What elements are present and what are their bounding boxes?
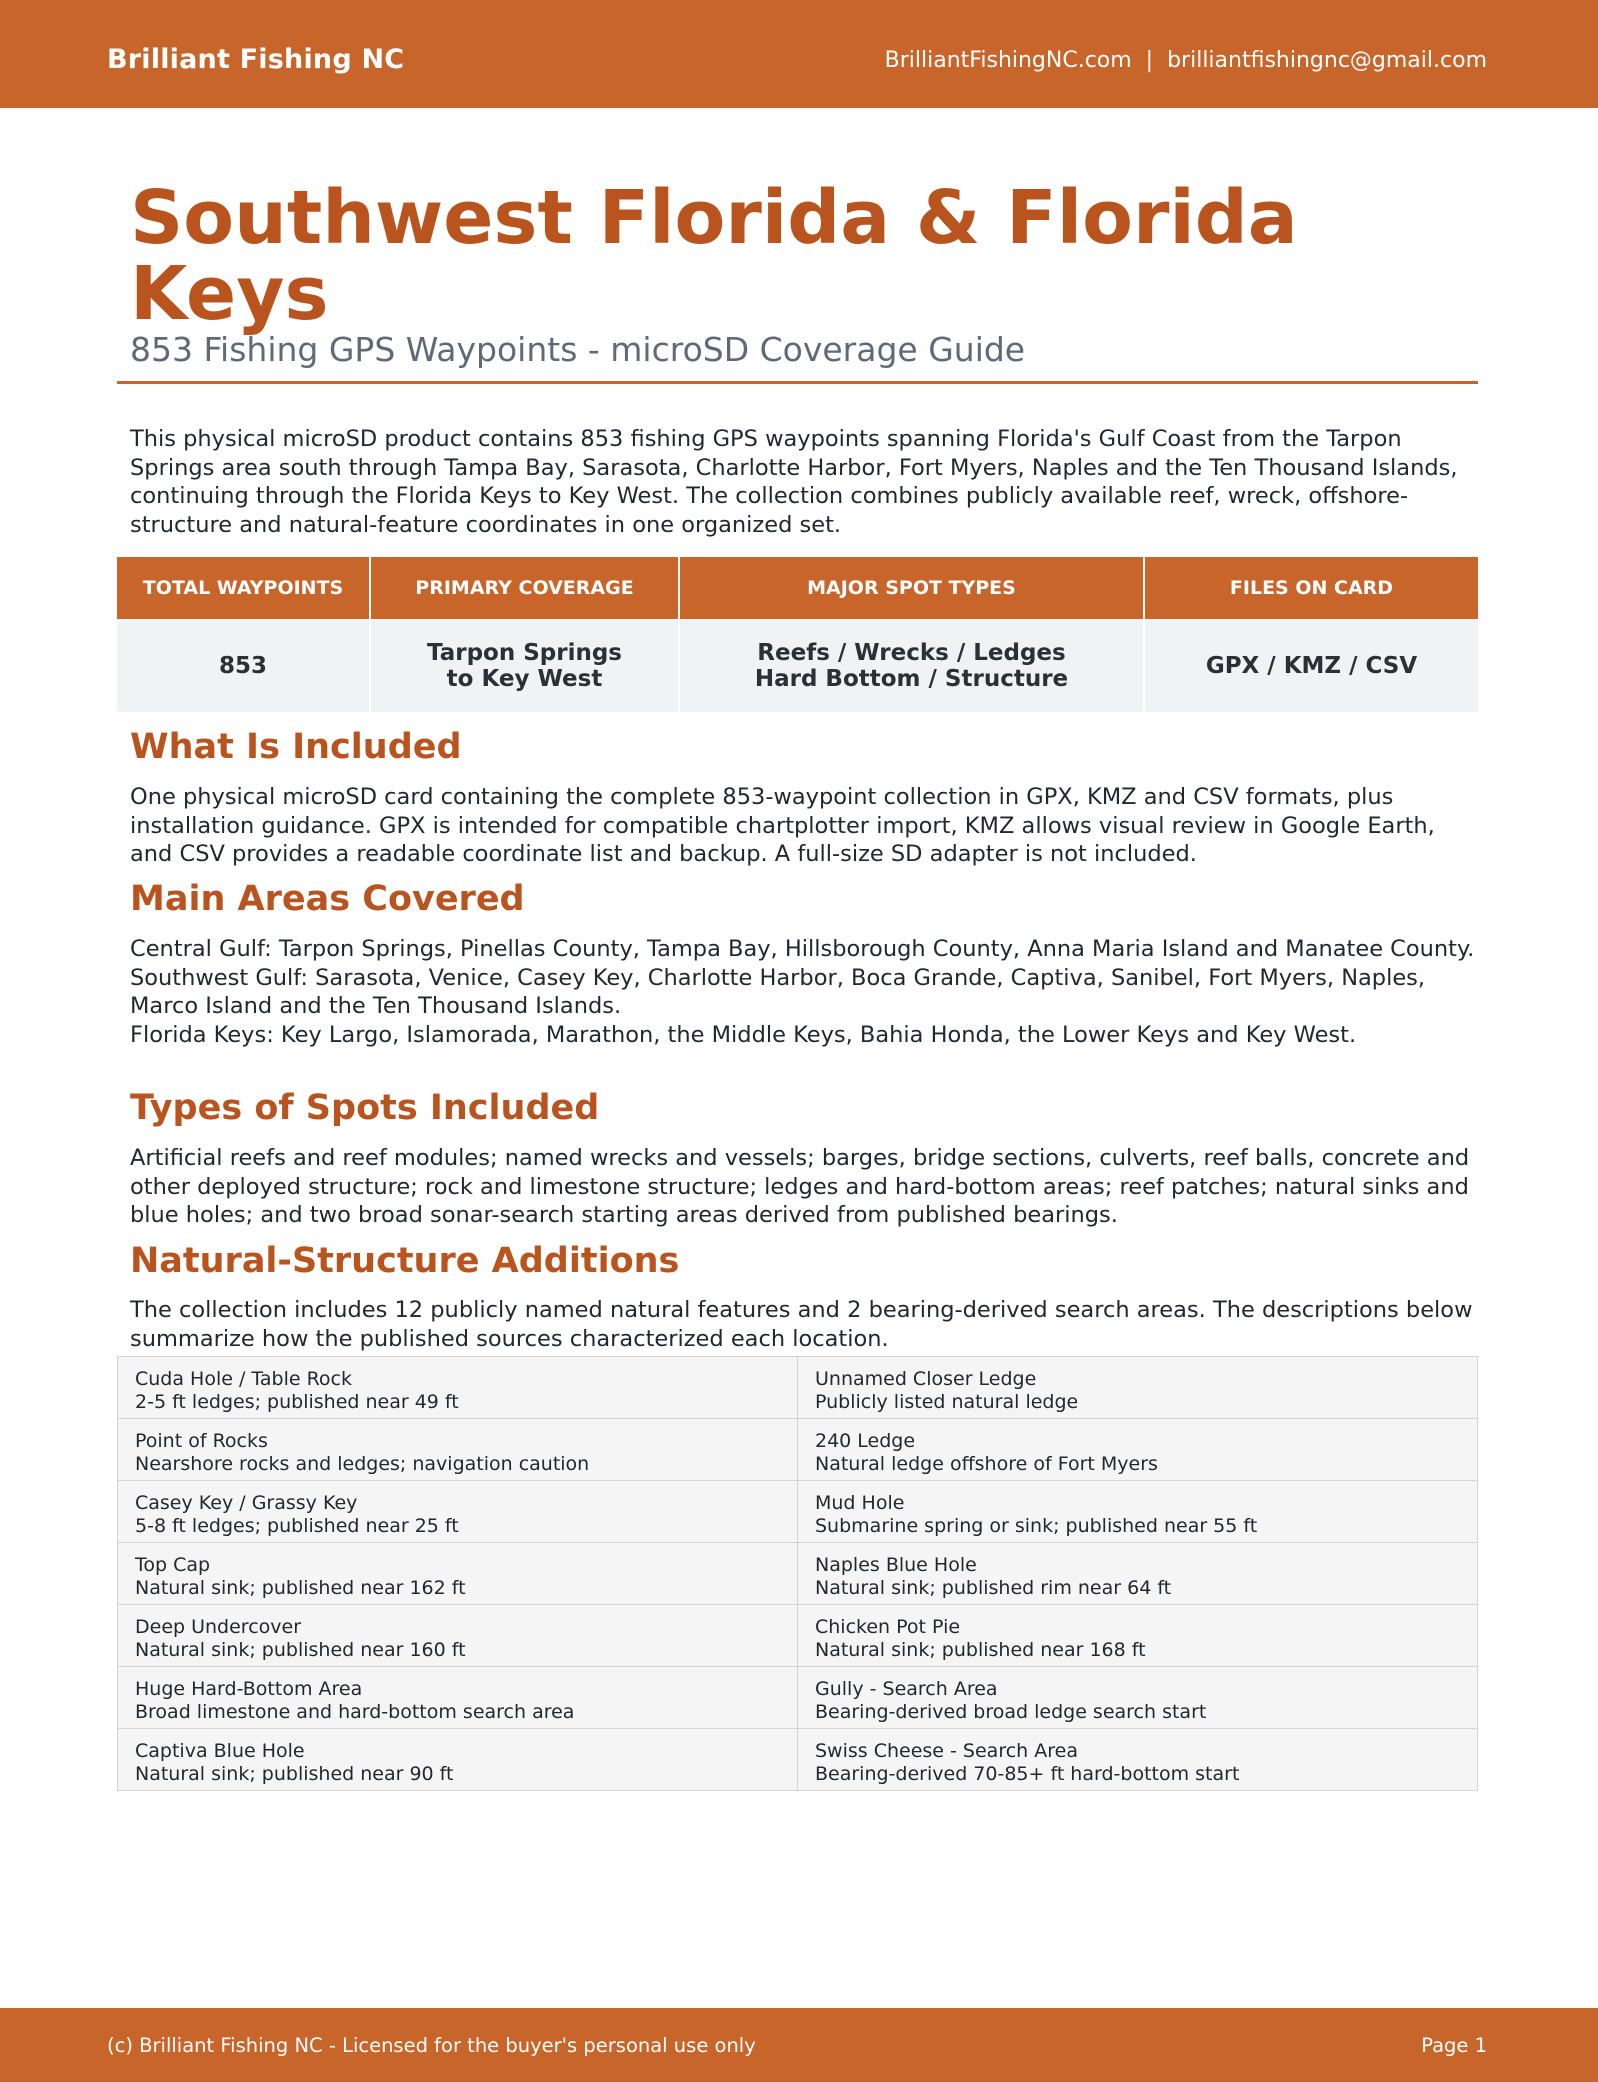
- table-row: [118, 1357, 1478, 1419]
- feature-cell: [798, 1729, 1478, 1791]
- feature-description: 5-8 ft ledges; published near 25 ft: [135, 1515, 459, 1537]
- section-heading-natural: Natural-Structure Additions: [130, 1241, 680, 1281]
- table-row: [118, 1667, 1478, 1729]
- table-row: [118, 1605, 1478, 1667]
- summary-value-waypoints: [117, 619, 370, 712]
- feature-cell: [118, 1419, 798, 1481]
- types-paragraph: Artificial reefs and reef modules; named wrecks and vessels; barges, bridge sections, culverts, reef balls, concrete and other deployed structure; rock and limestone structure; ledges and hard-bottom areas; reef patches; natural sinks and blue holes; and two broad sonar-search starting areas derived from published bearings.: [130, 1145, 1470, 1228]
- brand-name: Brilliant Fishing NC: [107, 44, 405, 75]
- summary-value-line: Reefs / Wrecks / Ledges: [757, 639, 1066, 666]
- table-row: [118, 1419, 1478, 1481]
- table-row: [118, 1481, 1478, 1543]
- feature-description: Broad limestone and hard-bottom search area: [135, 1701, 575, 1723]
- intro-paragraph: This physical microSD product contains 853 fishing GPS waypoints spanning Florida's Gulf Coast from the Tarpon Springs area south through Tampa Bay, Sarasota, Charlotte Harbor, Fort Myers, Naples and the Ten Thousand Islands, continuing through the Florida Keys to Key West. The collection combines publicly available reef, wreck, offshore-structure and natural-feature coordinates in one organized set.: [130, 426, 1458, 538]
- natural-features-table: [117, 1356, 1478, 1791]
- section-heading-included: What Is Included: [130, 727, 462, 767]
- header-bar: [0, 0, 1598, 108]
- area-line-central: Central Gulf: Tarpon Springs, Pinellas County, Tampa Bay, Hillsborough County, Anna Maria Island and Manatee County.: [130, 936, 1475, 962]
- feature-name: Unnamed Closer Ledge: [815, 1368, 1037, 1390]
- feature-description: Submarine spring or sink; published near 55 ft: [815, 1515, 1258, 1537]
- summary-value-line: GPX / KMZ / CSV: [1205, 652, 1418, 679]
- summary-value-line: to Key West: [446, 665, 603, 692]
- summary-header: TOTAL WAYPOINTS: [117, 557, 370, 619]
- feature-description: Bearing-derived 70-85+ ft hard-bottom start: [815, 1763, 1240, 1785]
- summary-header: MAJOR SPOT TYPES: [679, 557, 1144, 619]
- feature-cell: [798, 1543, 1478, 1605]
- table-row: [118, 1543, 1478, 1605]
- feature-name: Casey Key / Grassy Key: [135, 1492, 358, 1514]
- areas-list: [130, 935, 1480, 1049]
- feature-name: Swiss Cheese - Search Area: [815, 1740, 1078, 1762]
- summary-value-line: Tarpon Springs: [426, 639, 623, 666]
- summary-value-line: 853: [218, 652, 267, 679]
- feature-description: Publicly listed natural ledge: [815, 1391, 1079, 1413]
- feature-name: Cuda Hole / Table Rock: [135, 1368, 353, 1390]
- summary-header: PRIMARY COVERAGE: [370, 557, 679, 619]
- feature-cell: [118, 1605, 798, 1667]
- feature-name: Huge Hard-Bottom Area: [135, 1678, 363, 1700]
- page-title: Southwest Florida & Florida Keys: [130, 175, 1298, 337]
- natural-paragraph: The collection includes 12 publicly named natural features and 2 bearing-derived search areas. The descriptions below summarize how the published sources characterized each location.: [130, 1297, 1473, 1352]
- footer-bar: [0, 2008, 1598, 2082]
- feature-description: 2-5 ft ledges; published near 49 ft: [135, 1391, 459, 1413]
- summary-value-spot-types: [679, 619, 1144, 712]
- feature-cell: [798, 1667, 1478, 1729]
- feature-cell: [118, 1729, 798, 1791]
- feature-cell: [798, 1419, 1478, 1481]
- copyright-notice: (c) Brilliant Fishing NC - Licensed for the buyer's personal use only: [107, 2034, 756, 2057]
- included-paragraph: One physical microSD card containing the complete 853-waypoint collection in GPX, KMZ and CSV formats, plus installation guidance. GPX is intended for compatible chartplotter import, KMZ allows visual review in Google Earth, and CSV provides a readable coordinate list and backup. A full-size SD adapter is not included.: [130, 784, 1435, 867]
- feature-cell: [798, 1605, 1478, 1667]
- area-line-keys: Florida Keys: Key Largo, Islamorada, Marathon, the Middle Keys, Bahia Honda, the Lower Keys and Key West.: [130, 1021, 1357, 1048]
- feature-description: Natural sink; published near 90 ft: [135, 1763, 454, 1785]
- feature-description: Natural sink; published near 160 ft: [135, 1639, 466, 1661]
- feature-cell: [118, 1667, 798, 1729]
- feature-cell: [798, 1481, 1478, 1543]
- feature-name: Captiva Blue Hole: [135, 1740, 305, 1762]
- feature-description: Bearing-derived broad ledge search start: [815, 1701, 1207, 1723]
- page-subtitle: 853 Fishing GPS Waypoints - microSD Coverage Guide: [130, 330, 1026, 369]
- table-row: [118, 1729, 1478, 1791]
- summary-value-coverage: [370, 619, 679, 712]
- feature-cell: [118, 1543, 798, 1605]
- section-heading-types: Types of Spots Included: [130, 1088, 600, 1128]
- summary-header: FILES ON CARD: [1144, 557, 1478, 619]
- feature-name: Gully - Search Area: [815, 1678, 998, 1700]
- feature-description: Natural ledge offshore of Fort Myers: [815, 1453, 1158, 1475]
- summary-value-row: [117, 619, 1478, 712]
- feature-cell: [118, 1357, 798, 1419]
- summary-header-row: [117, 557, 1478, 619]
- feature-name: Top Cap: [135, 1554, 211, 1576]
- contact-info: BrilliantFishingNC.com | brilliantfishingnc@gmail.com: [884, 48, 1487, 73]
- feature-name: Naples Blue Hole: [815, 1554, 977, 1576]
- summary-value-line: Hard Bottom / Structure: [754, 665, 1069, 692]
- feature-description: Natural sink; published rim near 64 ft: [815, 1577, 1172, 1599]
- feature-cell: [118, 1481, 798, 1543]
- page-number: Page 1: [1421, 2034, 1487, 2057]
- feature-name: Deep Undercover: [135, 1616, 302, 1638]
- feature-description: Natural sink; published near 168 ft: [815, 1639, 1146, 1661]
- feature-description: Nearshore rocks and ledges; navigation caution: [135, 1453, 590, 1475]
- summary-value-files: [1144, 619, 1478, 712]
- feature-name: Point of Rocks: [135, 1430, 268, 1452]
- feature-name: Chicken Pot Pie: [815, 1616, 961, 1638]
- feature-name: Mud Hole: [815, 1492, 905, 1514]
- feature-name: 240 Ledge: [815, 1430, 916, 1452]
- area-line-southwest: Southwest Gulf: Sarasota, Venice, Casey Key, Charlotte Harbor, Boca Grande, Captiva, Sanibel, Fort Myers, Naples, Marco Island and the Ten Thousand Islands.: [130, 964, 1426, 1019]
- section-heading-areas: Main Areas Covered: [130, 879, 525, 919]
- summary-table: [117, 557, 1478, 712]
- title-divider: [117, 381, 1478, 384]
- feature-description: Natural sink; published near 162 ft: [135, 1577, 466, 1599]
- feature-cell: [798, 1357, 1478, 1419]
